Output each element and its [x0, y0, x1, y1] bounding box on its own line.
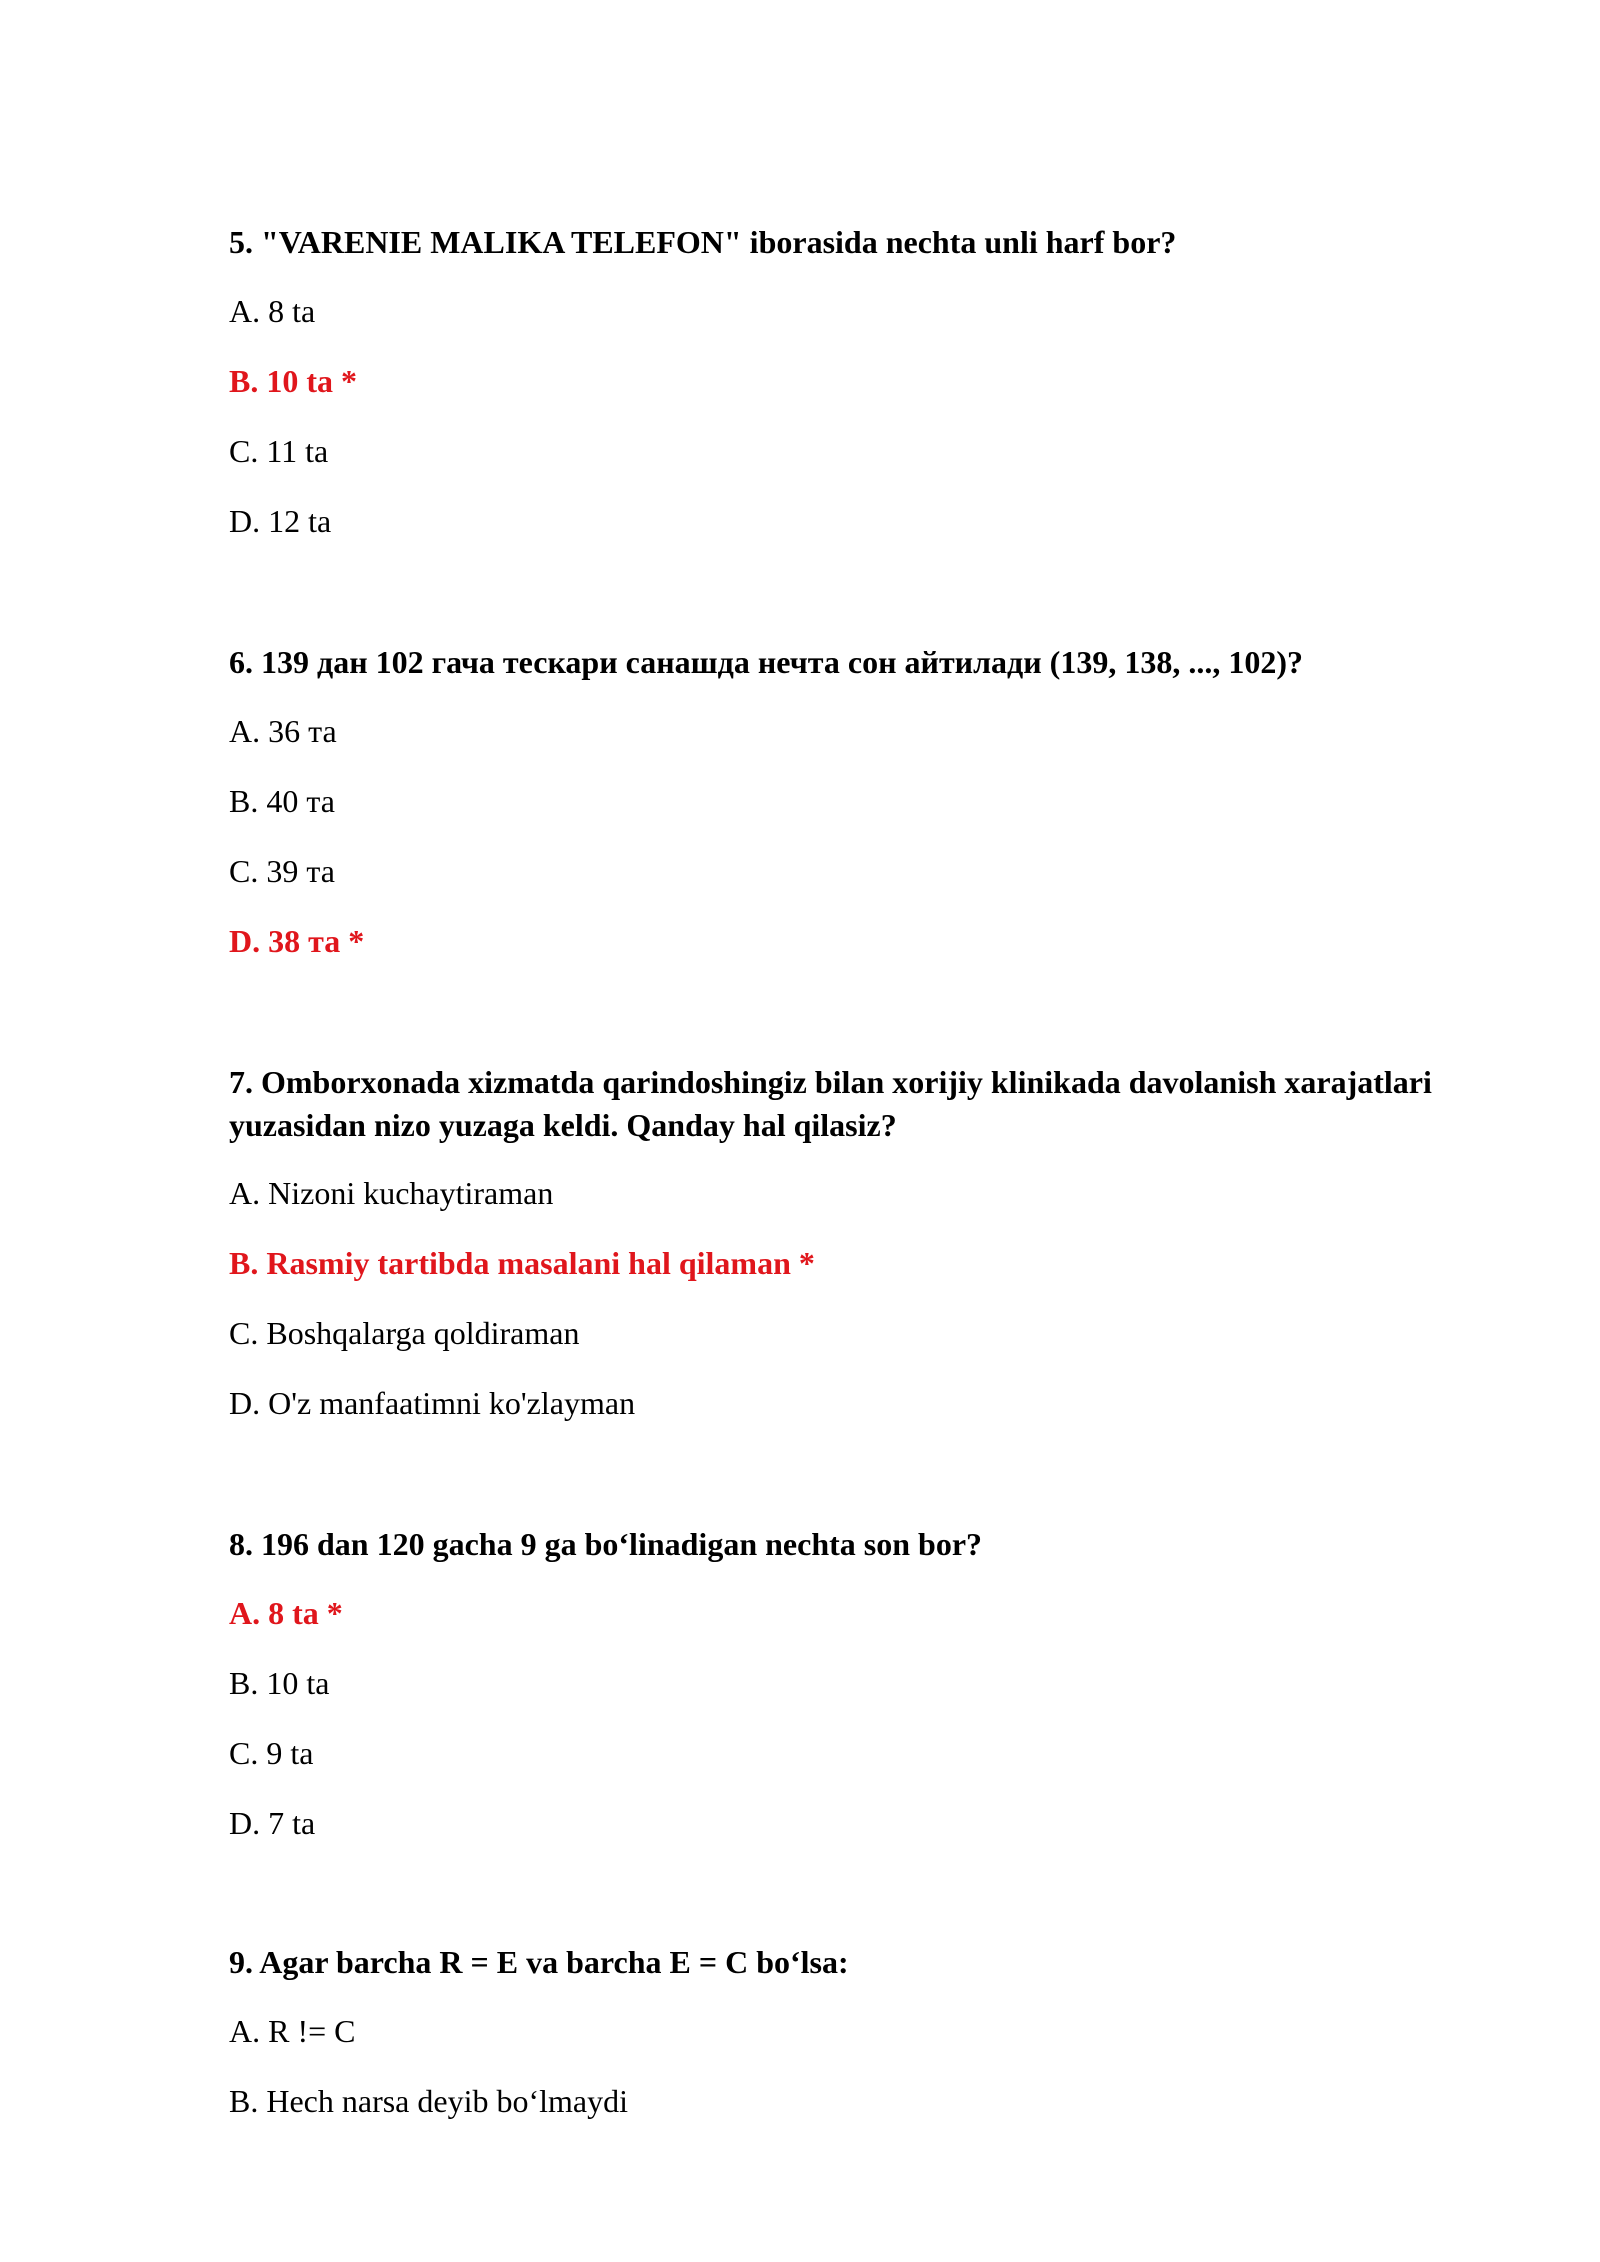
answer-option-b-correct: B. Rasmiy tartibda masalani hal qilaman *: [229, 1245, 815, 1281]
question-text: 9. Agar barcha R = E va barcha E = C bo‘lsa:: [229, 1944, 849, 1980]
answer-option-d: D. 12 ta: [229, 503, 332, 539]
answer-option-c: C. Boshqalarga qoldiraman: [229, 1315, 580, 1351]
question-block-9: [229, 1941, 1479, 2119]
question-block-5: [229, 221, 1479, 539]
question-block-6: [229, 641, 1479, 959]
answer-option-b: B. 10 ta: [229, 1665, 330, 1701]
question-block-7: [229, 1061, 1479, 1421]
question-text: 5. "VARENIE MALIKA TELEFON" iborasida nechta unli harf bor?: [229, 224, 1177, 260]
answer-option-a: A. R != C: [229, 2013, 356, 2049]
answer-option-c: C. 39 та: [229, 853, 335, 889]
answer-option-d-correct: D. 38 та *: [229, 923, 365, 959]
answer-option-b: B. Hech narsa deyib bo‘lmaydi: [229, 2083, 628, 2119]
answer-option-a: A. 36 та: [229, 713, 337, 749]
question-text: 7. Omborxonada xizmatda qarindoshingiz bilan xorijiy klinikada davolanish xarajatlari yuzasidan nizo yuzaga keldi. Qanday hal qilasiz?: [229, 1064, 1432, 1143]
answer-option-c: C. 9 ta: [229, 1735, 314, 1771]
question-block-8: [229, 1523, 1479, 1841]
answer-option-d: D. 7 ta: [229, 1805, 316, 1841]
answer-option-a: A. 8 ta: [229, 293, 316, 329]
question-text: 8. 196 dan 120 gacha 9 ga bo‘linadigan nechta son bor?: [229, 1526, 983, 1562]
answer-option-c: C. 11 ta: [229, 433, 329, 469]
answer-option-b: B. 40 та: [229, 783, 335, 819]
answer-option-d: D. O'z manfaatimni ko'zlayman: [229, 1385, 636, 1421]
answer-option-a: A. Nizoni kuchaytiraman: [229, 1175, 554, 1211]
answer-option-a-correct: A. 8 ta *: [229, 1595, 343, 1631]
question-text: 6. 139 дан 102 гача тескари санашда нечта сон айтилади (139, 138, ..., 102)?: [229, 644, 1303, 680]
answer-option-b-correct: B. 10 ta *: [229, 363, 357, 399]
